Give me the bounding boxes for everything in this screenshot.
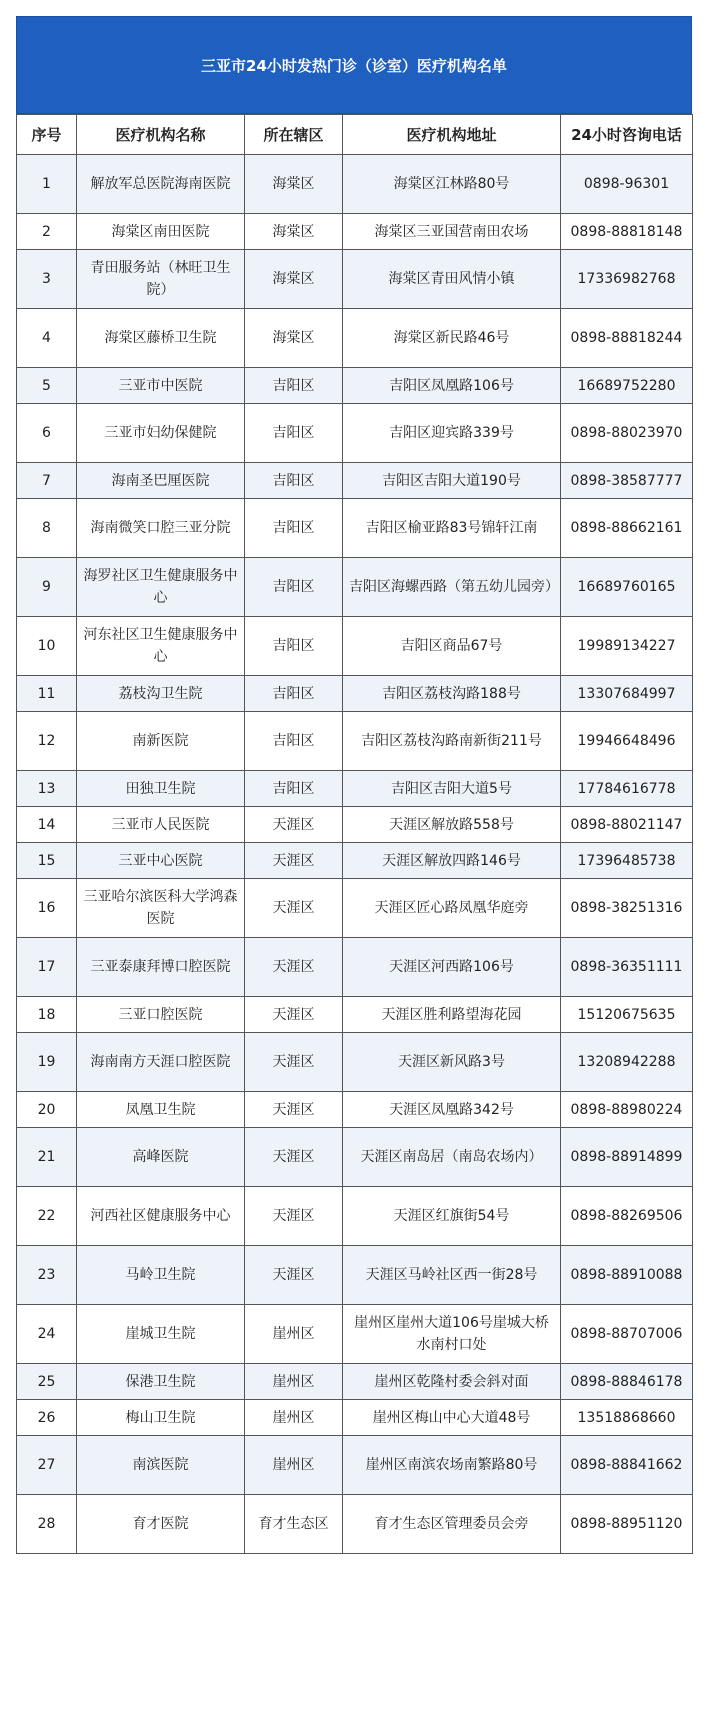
cell-index: 25 [17, 1364, 77, 1400]
cell-address: 吉阳区吉阳大道5号 [343, 771, 561, 807]
cell-district: 吉阳区 [245, 404, 343, 463]
table-row [17, 997, 693, 1033]
table-row [17, 879, 693, 938]
table-row [17, 1305, 693, 1364]
cell-address: 海棠区江林路80号 [343, 155, 561, 214]
cell-name: 田独卫生院 [77, 771, 245, 807]
table-row [17, 771, 693, 807]
cell-district: 海棠区 [245, 309, 343, 368]
cell-index: 5 [17, 368, 77, 404]
table-row [17, 499, 693, 558]
cell-district: 吉阳区 [245, 712, 343, 771]
cell-address: 天涯区凤凰路342号 [343, 1092, 561, 1128]
cell-district: 天涯区 [245, 807, 343, 843]
table-row [17, 558, 693, 617]
cell-address: 天涯区南岛居（南岛农场内） [343, 1128, 561, 1187]
cell-index: 28 [17, 1495, 77, 1554]
cell-phone: 0898-38251316 [561, 879, 693, 938]
cell-index: 1 [17, 155, 77, 214]
cell-index: 3 [17, 250, 77, 309]
table-row [17, 404, 693, 463]
table-row [17, 214, 693, 250]
cell-name: 荔枝沟卫生院 [77, 676, 245, 712]
cell-district: 天涯区 [245, 1033, 343, 1092]
table-row [17, 1400, 693, 1436]
cell-phone: 0898-38587777 [561, 463, 693, 499]
cell-name: 三亚市妇幼保健院 [77, 404, 245, 463]
hospital-table [16, 114, 693, 1554]
cell-district: 天涯区 [245, 879, 343, 938]
cell-district: 吉阳区 [245, 558, 343, 617]
cell-district: 天涯区 [245, 1128, 343, 1187]
cell-name: 青田服务站（林旺卫生院） [77, 250, 245, 309]
cell-address: 海棠区青田风情小镇 [343, 250, 561, 309]
header-address: 医疗机构地址 [343, 115, 561, 155]
cell-address: 崖州区崖州大道106号崖城大桥水南村口处 [343, 1305, 561, 1364]
cell-address: 天涯区马岭社区西一街28号 [343, 1246, 561, 1305]
cell-name: 海罗社区卫生健康服务中心 [77, 558, 245, 617]
table-row [17, 676, 693, 712]
cell-address: 天涯区匠心路凤凰华庭旁 [343, 879, 561, 938]
cell-address: 吉阳区荔枝沟路南新街211号 [343, 712, 561, 771]
cell-index: 2 [17, 214, 77, 250]
cell-index: 7 [17, 463, 77, 499]
cell-district: 天涯区 [245, 1187, 343, 1246]
cell-district: 吉阳区 [245, 676, 343, 712]
cell-district: 天涯区 [245, 1246, 343, 1305]
cell-name: 育才医院 [77, 1495, 245, 1554]
cell-index: 26 [17, 1400, 77, 1436]
cell-name: 三亚市人民医院 [77, 807, 245, 843]
cell-phone: 0898-88818148 [561, 214, 693, 250]
cell-phone: 17336982768 [561, 250, 693, 309]
cell-district: 育才生态区 [245, 1495, 343, 1554]
page-title: 三亚市24小时发热门诊（诊室）医疗机构名单 [16, 16, 692, 114]
cell-address: 吉阳区榆亚路83号锦轩江南 [343, 499, 561, 558]
hospital-list [16, 16, 692, 1554]
table-row [17, 617, 693, 676]
cell-name: 梅山卫生院 [77, 1400, 245, 1436]
cell-name: 解放军总医院海南医院 [77, 155, 245, 214]
cell-index: 8 [17, 499, 77, 558]
cell-district: 吉阳区 [245, 368, 343, 404]
cell-phone: 0898-88269506 [561, 1187, 693, 1246]
cell-district: 吉阳区 [245, 463, 343, 499]
header-district: 所在辖区 [245, 115, 343, 155]
table-row [17, 1364, 693, 1400]
cell-name: 三亚哈尔滨医科大学鸿森医院 [77, 879, 245, 938]
cell-name: 海南微笑口腔三亚分院 [77, 499, 245, 558]
cell-index: 17 [17, 938, 77, 997]
cell-index: 9 [17, 558, 77, 617]
cell-phone: 0898-96301 [561, 155, 693, 214]
cell-phone: 0898-88021147 [561, 807, 693, 843]
cell-address: 海棠区三亚国营南田农场 [343, 214, 561, 250]
table-row [17, 938, 693, 997]
table-row [17, 807, 693, 843]
cell-name: 海棠区南田医院 [77, 214, 245, 250]
cell-phone: 19989134227 [561, 617, 693, 676]
cell-name: 马岭卫生院 [77, 1246, 245, 1305]
cell-district: 天涯区 [245, 843, 343, 879]
table-row [17, 843, 693, 879]
cell-name: 河西社区健康服务中心 [77, 1187, 245, 1246]
table-row [17, 463, 693, 499]
cell-address: 天涯区解放路558号 [343, 807, 561, 843]
cell-index: 23 [17, 1246, 77, 1305]
cell-phone: 0898-88818244 [561, 309, 693, 368]
cell-district: 海棠区 [245, 250, 343, 309]
table-row [17, 250, 693, 309]
cell-index: 15 [17, 843, 77, 879]
cell-district: 吉阳区 [245, 617, 343, 676]
cell-district: 崖州区 [245, 1364, 343, 1400]
cell-phone: 0898-88023970 [561, 404, 693, 463]
cell-phone: 0898-88841662 [561, 1436, 693, 1495]
cell-index: 27 [17, 1436, 77, 1495]
cell-phone: 17396485738 [561, 843, 693, 879]
cell-index: 21 [17, 1128, 77, 1187]
cell-address: 吉阳区吉阳大道190号 [343, 463, 561, 499]
table-row [17, 1495, 693, 1554]
cell-index: 14 [17, 807, 77, 843]
cell-address: 吉阳区商品67号 [343, 617, 561, 676]
cell-phone: 13518868660 [561, 1400, 693, 1436]
cell-index: 18 [17, 997, 77, 1033]
cell-index: 24 [17, 1305, 77, 1364]
header-row [17, 115, 693, 155]
cell-address: 吉阳区海螺西路（第五幼儿园旁） [343, 558, 561, 617]
cell-address: 海棠区新民路46号 [343, 309, 561, 368]
table-row [17, 1092, 693, 1128]
cell-address: 崖州区乾隆村委会斜对面 [343, 1364, 561, 1400]
table-row [17, 1187, 693, 1246]
table-row [17, 1033, 693, 1092]
cell-phone: 0898-36351111 [561, 938, 693, 997]
cell-address: 吉阳区荔枝沟路188号 [343, 676, 561, 712]
header-phone: 24小时咨询电话 [561, 115, 693, 155]
table-row [17, 1436, 693, 1495]
cell-district: 吉阳区 [245, 499, 343, 558]
cell-phone: 19946648496 [561, 712, 693, 771]
cell-phone: 0898-88980224 [561, 1092, 693, 1128]
cell-phone: 0898-88707006 [561, 1305, 693, 1364]
table-row [17, 1246, 693, 1305]
cell-district: 天涯区 [245, 997, 343, 1033]
cell-name: 保港卫生院 [77, 1364, 245, 1400]
cell-name: 河东社区卫生健康服务中心 [77, 617, 245, 676]
cell-address: 吉阳区迎宾路339号 [343, 404, 561, 463]
cell-phone: 0898-88662161 [561, 499, 693, 558]
header-index: 序号 [17, 115, 77, 155]
cell-index: 10 [17, 617, 77, 676]
cell-address: 天涯区解放四路146号 [343, 843, 561, 879]
cell-phone: 15120675635 [561, 997, 693, 1033]
cell-name: 海棠区藤桥卫生院 [77, 309, 245, 368]
cell-address: 吉阳区凤凰路106号 [343, 368, 561, 404]
cell-phone: 17784616778 [561, 771, 693, 807]
cell-name: 海南南方天涯口腔医院 [77, 1033, 245, 1092]
cell-index: 20 [17, 1092, 77, 1128]
cell-address: 天涯区新风路3号 [343, 1033, 561, 1092]
cell-address: 天涯区红旗街54号 [343, 1187, 561, 1246]
cell-district: 崖州区 [245, 1400, 343, 1436]
cell-address: 崖州区南滨农场南繁路80号 [343, 1436, 561, 1495]
cell-district: 海棠区 [245, 214, 343, 250]
table-row [17, 368, 693, 404]
cell-address: 育才生态区管理委员会旁 [343, 1495, 561, 1554]
cell-index: 22 [17, 1187, 77, 1246]
cell-phone: 16689760165 [561, 558, 693, 617]
cell-district: 天涯区 [245, 1092, 343, 1128]
cell-phone: 0898-88910088 [561, 1246, 693, 1305]
cell-phone: 0898-88914899 [561, 1128, 693, 1187]
cell-district: 崖州区 [245, 1436, 343, 1495]
cell-index: 19 [17, 1033, 77, 1092]
header-name: 医疗机构名称 [77, 115, 245, 155]
cell-district: 天涯区 [245, 938, 343, 997]
table-row [17, 712, 693, 771]
cell-phone: 0898-88951120 [561, 1495, 693, 1554]
cell-index: 12 [17, 712, 77, 771]
cell-name: 南滨医院 [77, 1436, 245, 1495]
cell-name: 凤凰卫生院 [77, 1092, 245, 1128]
cell-address: 天涯区河西路106号 [343, 938, 561, 997]
cell-index: 6 [17, 404, 77, 463]
cell-phone: 13307684997 [561, 676, 693, 712]
table-row [17, 309, 693, 368]
cell-index: 16 [17, 879, 77, 938]
cell-phone: 16689752280 [561, 368, 693, 404]
table-row [17, 155, 693, 214]
cell-district: 吉阳区 [245, 771, 343, 807]
cell-index: 4 [17, 309, 77, 368]
cell-name: 高峰医院 [77, 1128, 245, 1187]
cell-address: 天涯区胜利路望海花园 [343, 997, 561, 1033]
cell-index: 13 [17, 771, 77, 807]
cell-index: 11 [17, 676, 77, 712]
cell-name: 三亚口腔医院 [77, 997, 245, 1033]
cell-name: 三亚泰康拜博口腔医院 [77, 938, 245, 997]
cell-name: 三亚市中医院 [77, 368, 245, 404]
table-row [17, 1128, 693, 1187]
cell-district: 崖州区 [245, 1305, 343, 1364]
cell-district: 海棠区 [245, 155, 343, 214]
cell-phone: 13208942288 [561, 1033, 693, 1092]
cell-phone: 0898-88846178 [561, 1364, 693, 1400]
cell-address: 崖州区梅山中心大道48号 [343, 1400, 561, 1436]
cell-name: 南新医院 [77, 712, 245, 771]
cell-name: 三亚中心医院 [77, 843, 245, 879]
cell-name: 崖城卫生院 [77, 1305, 245, 1364]
cell-name: 海南圣巴厘医院 [77, 463, 245, 499]
